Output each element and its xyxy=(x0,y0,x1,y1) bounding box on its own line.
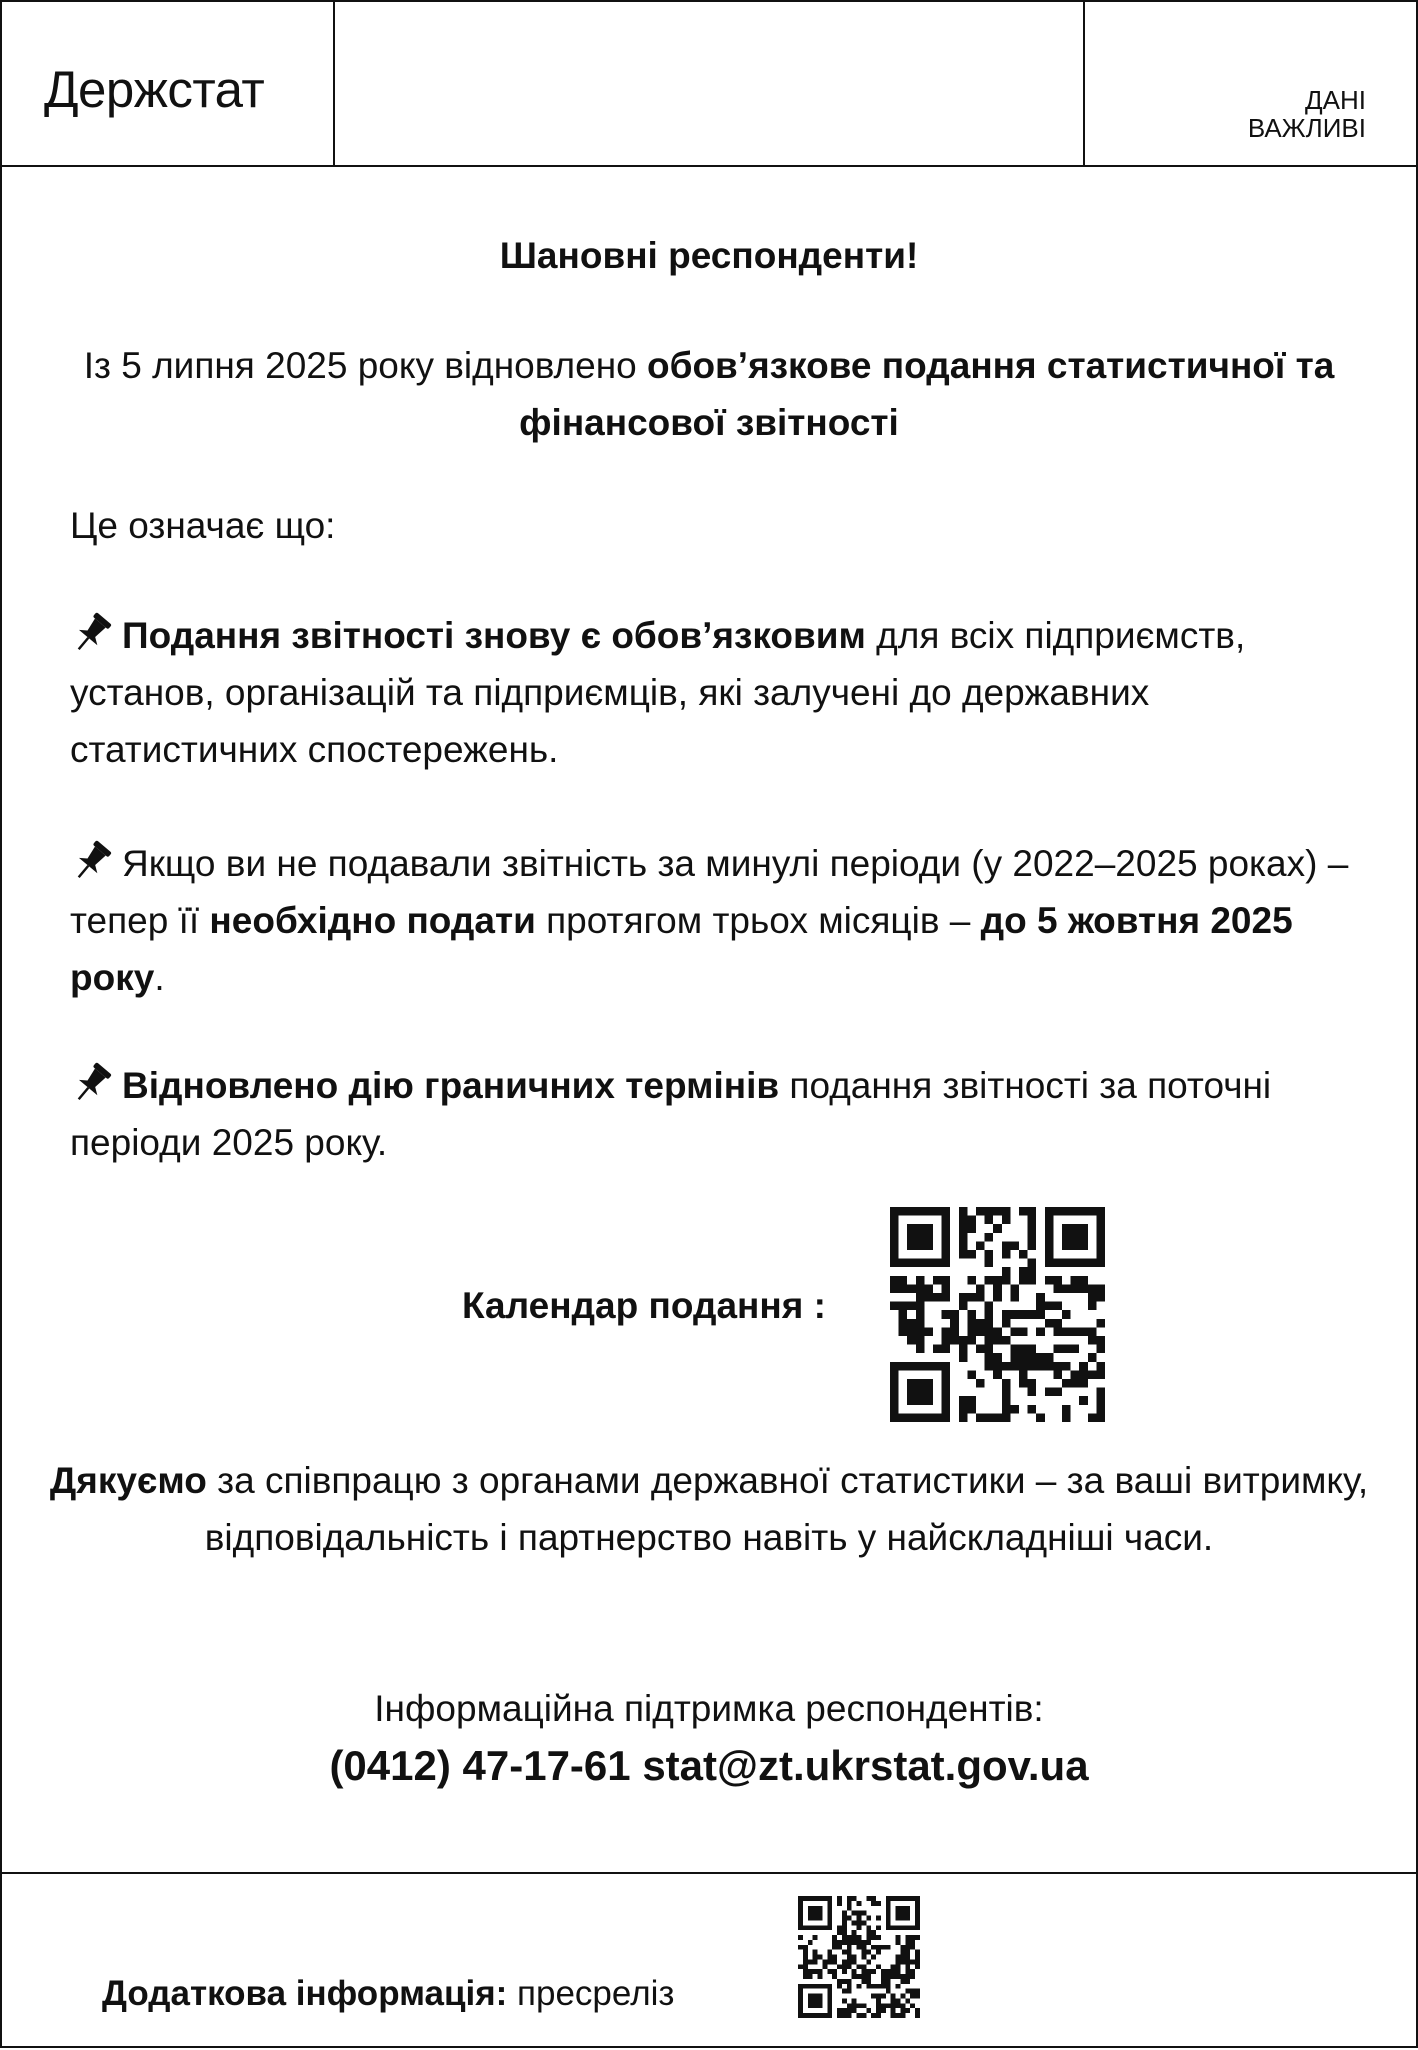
bullet3-bold: Відновлено дію граничних термінів xyxy=(122,1065,780,1106)
bullet-deadlines xyxy=(70,1057,1360,1171)
tagline xyxy=(1248,86,1366,142)
pushpin-icon xyxy=(70,840,114,882)
tagline-line2: ВАЖЛИВІ xyxy=(1247,113,1366,143)
greeting: Шановні респонденти! xyxy=(499,235,919,276)
intro-plain: Із 5 липня 2025 року відновлено xyxy=(83,345,647,386)
bullet1-text: для всіх підприємств, установ, організацій та підприємців, які залучені до державних статистичних спостережень. xyxy=(70,615,1246,770)
bullet2-bold2: до 5 жовтня 2025 року xyxy=(70,900,1293,998)
bullet2-text3: . xyxy=(154,957,165,998)
contacts xyxy=(2,1737,1416,1794)
footer xyxy=(2,1872,1416,2050)
bullet-past-periods xyxy=(70,835,1360,1006)
means-label: Це означає що: xyxy=(70,505,336,546)
header-empty-cell xyxy=(335,2,1085,165)
qr-code-press-release[interactable] xyxy=(798,1896,920,2018)
bullet3-text: подання звітності за поточні періоди 2025 року. xyxy=(70,1065,1272,1163)
additional-info xyxy=(102,1974,674,2014)
qr-code-calendar[interactable] xyxy=(890,1207,1105,1422)
header-tagline-cell xyxy=(1085,2,1416,165)
logo: Держстат xyxy=(44,61,265,118)
email-address: stat@zt.ukrstat.gov.ua xyxy=(642,1742,1089,1789)
thanks-bold: Дякуємо xyxy=(49,1460,207,1501)
bullet-mandatory xyxy=(70,607,1360,778)
bullet1-bold: Подання звітності знову є обов’язковим xyxy=(122,615,866,656)
support-block xyxy=(2,1680,1416,1794)
bullet2-text1: Якщо ви не подавали звітність за минулі періоди (у 2022–2025 роках) – тепер її xyxy=(70,843,1349,941)
header xyxy=(2,2,1416,167)
calendar-label: Календар подання : xyxy=(462,1285,826,1326)
phone-number: (0412) 47-17-61 xyxy=(329,1742,631,1789)
pushpin-icon xyxy=(70,612,114,654)
pushpin-icon xyxy=(70,1062,114,1104)
bullet2-text2: протягом трьох місяців – xyxy=(535,900,981,941)
header-logo-cell xyxy=(2,2,335,165)
tagline-line1: ДАНІ xyxy=(1305,85,1366,115)
intro xyxy=(2,337,1416,451)
thanks-text: за співпрацю з органами державної статистики – за ваші витримку, відповідальність і партнерство навіть у найскладніші часи. xyxy=(204,1460,1369,1558)
intro-bold: обов’язкове подання статистичної та фінансової звітності xyxy=(519,345,1335,443)
bullet2-bold1: необхідно подати xyxy=(209,900,536,941)
thanks-paragraph xyxy=(2,1452,1416,1566)
notice-content xyxy=(2,167,1416,1872)
addinfo-label: Додаткова інформація: xyxy=(102,1974,508,2013)
addinfo-value: пресреліз xyxy=(507,1974,675,2013)
support-label: Інформаційна підтримка респондентів: xyxy=(374,1688,1044,1729)
